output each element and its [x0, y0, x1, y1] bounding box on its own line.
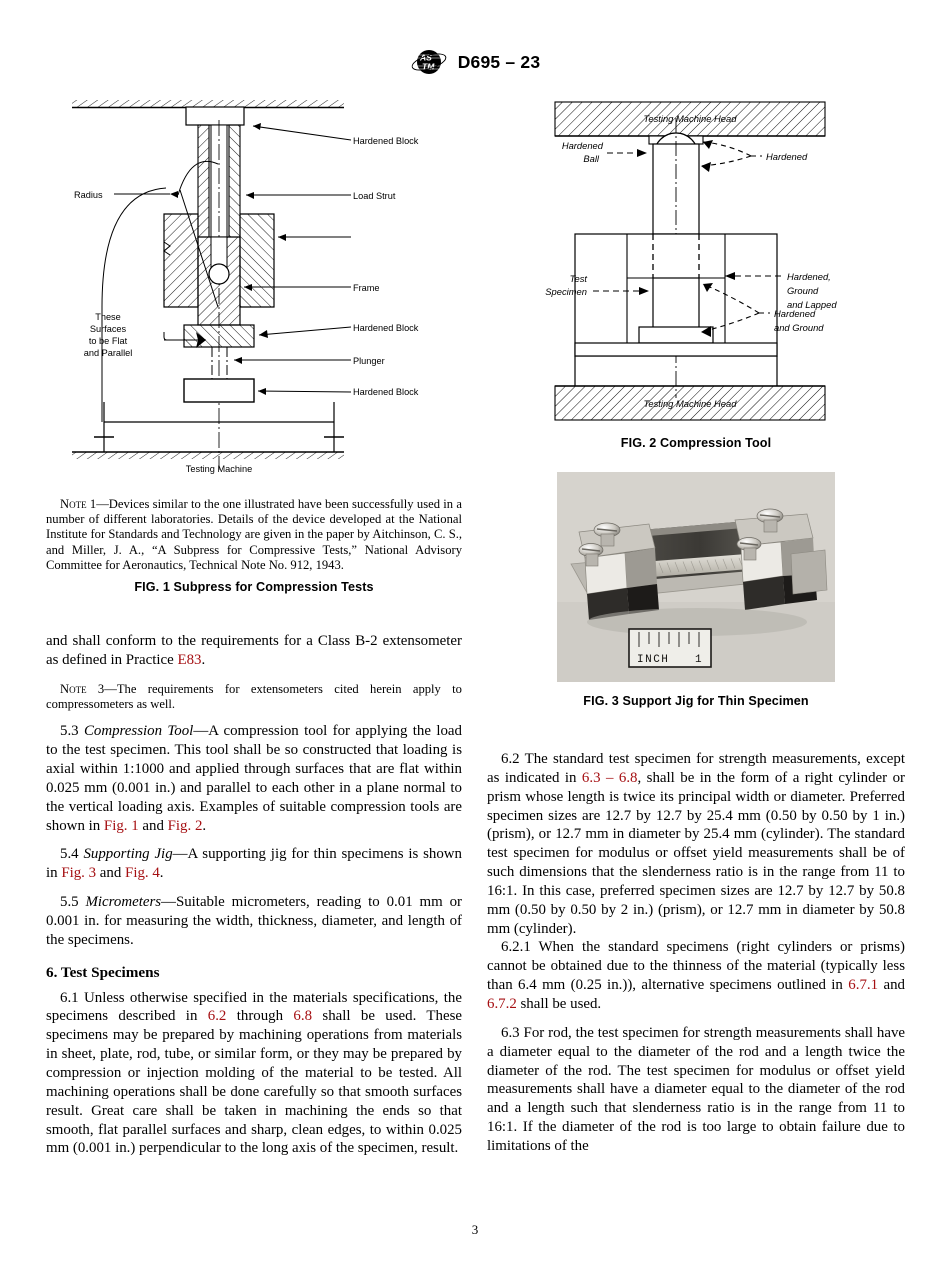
para-6-3-number: 6.3 [501, 1024, 524, 1041]
note-3 [46, 682, 462, 712]
figure-3-photo [557, 472, 835, 682]
fig2-label-hg-2: and Ground [774, 322, 824, 333]
astm-logo [410, 47, 448, 77]
figure-3-caption: FIG. 3 Support Jig for Thin Specimen [583, 694, 809, 708]
fig2-label-head-top: Testing Machine Head [643, 113, 737, 124]
para-5-3-text-3: . [202, 817, 207, 834]
fig1-label-frame: Frame [353, 283, 380, 293]
fig1-label-hardened-block-mid: Hardened Block [353, 323, 419, 333]
fig2-label-hardened-ball-2: Ball [583, 153, 599, 164]
para-5-4-title: Supporting Jig [83, 846, 173, 863]
para-6-1-text-1: Unless otherwise specified in the materials specifications, the specimens described in [46, 989, 462, 1025]
xref-6-3-6-8[interactable]: 6.3 – 6.8 [581, 769, 638, 786]
para-6-2-text-1: The standard test specimen for strength measurements, except as indicated in [487, 751, 905, 786]
note-1-number: 1— [86, 497, 109, 511]
para-5-4-text-3: . [159, 865, 164, 882]
para-6-2-1-text-1: When the standard specimens (right cylinders or prisms) cannot be obtained due to the thinness of the material (typically less than 6.4 mm (0.25 in.)), alternative specimens outlined in [487, 939, 905, 994]
fig2-label-hg-1b: Hardened [774, 308, 816, 319]
para-6-2-text-2: , shall be in the form of a right cylinder or prism whose length is twice its principal width or diameter. Preferred specimen sizes are 12.7 by 12.7 by 25.4 mm (0.50 by 0.50 by 1 in.) (prism), or 12.7 mm in diameter by 25.4 mm (cylinder). The standard test specimen for modulus or offset yield measurements shall be of such dimensions that the slenderness ratio is in the range from 11 to 16:1. In this case, preferred specimen sizes are 12.7 by 12.7 by 50.8 mm (0.50 by 0.50 by 2 in.) (prism), or 12.7 mm in diameter by 50.8 mm (cylinder). [487, 769, 905, 937]
fig2-label-test-specimen-2: Specimen [545, 286, 587, 297]
para-5-5-number: 5.5 [60, 894, 86, 911]
fig2-label-hgl-1: Hardened, [787, 271, 831, 282]
note-1-text: Devices similar to the one illustrated have been successfully used in a number of different laboratories. Details of the device developed at the National Institute for Standards and Technology are given in the paper by Aitchinson, C. S., and Miller, J. A., “A Subpress for Compressive Tests,” National Advisory Committee for Aeronautics, Technical Note No. 912, 1943. [46, 497, 462, 572]
para-5-4-number: 5.4 [60, 846, 84, 863]
svg-text:AS: AS [419, 52, 432, 63]
page-header [0, 47, 950, 77]
fig1-label-hardened-block-bottom: Hardened Block [353, 387, 419, 397]
para-5-5-title: Micrometers [85, 894, 162, 911]
fig1-label-flat-1: These [95, 312, 121, 322]
paragraph-6-1 [46, 989, 462, 1159]
svg-text:TM: TM [421, 61, 434, 72]
xref-fig-2[interactable]: Fig. 2 [167, 817, 203, 834]
page-number: 3 [471, 1222, 479, 1237]
fig3-scale-label: INCH [637, 654, 670, 666]
paragraph-5-5 [46, 893, 462, 950]
paragraph-5-4 [46, 845, 462, 883]
para-6-2-number: 6.2 [501, 751, 525, 767]
fig2-label-hardened-ball-1: Hardened [561, 140, 603, 151]
para-5-3-title: Compression Tool [83, 723, 194, 740]
para-5-4-text-2: and [96, 865, 126, 882]
para-6-2-1-text-2: and [878, 977, 905, 994]
fig1-label-hardened-block-top: Hardened Block [353, 136, 419, 146]
para-6-3-text-1: For rod, the test specimen for strength measurements shall have a diameter equal to the diameter of the rod and a length twice the diameter of the rod. The test specimen for modulus or offset yield measurements shall have a diameter equal to the diameter of the rod and a length such that slenderness ratio is in the range from 11 to 16:1. If the diameter of the rod is too large to obtain failure due to limitations of the [487, 1024, 905, 1154]
xref-6-8[interactable]: 6.8 [293, 1008, 313, 1025]
fig1-label-testing-machine: Testing Machine [185, 464, 253, 474]
xref-6-2[interactable]: 6.2 [207, 1008, 227, 1025]
document-designation: D695 – 23 [457, 51, 541, 72]
fig2-label-test-specimen-1: Test [569, 273, 587, 284]
section-6-heading: 6. Test Specimens [46, 963, 160, 981]
para-6-1-text-2: through [226, 1008, 294, 1025]
fig3-scale-mark: 1 [695, 654, 702, 666]
figure-3 [487, 472, 905, 708]
paragraph-continued [46, 632, 462, 670]
figure-1-drawing [46, 92, 462, 487]
note-1-label: Note [60, 497, 87, 511]
fig2-label-hgl-2: Ground [787, 285, 819, 296]
xref-6-7-2[interactable]: 6.7.2 [487, 995, 517, 1012]
xref-fig-1[interactable]: Fig. 1 [103, 817, 139, 834]
note-1 [46, 497, 462, 573]
figure-2-caption: FIG. 2 Compression Tool [620, 436, 772, 450]
left-column [46, 92, 462, 1158]
fig2-label-head-bottom: Testing Machine Head [643, 398, 737, 409]
para-5-3-text-2: and [138, 817, 168, 834]
xref-fig-3[interactable]: Fig. 3 [61, 865, 97, 882]
fig1-label-flat-2: Surfaces [89, 324, 127, 334]
para-5-3-text-1: —A compression tool for applying the load to the test specimen. This tool shall be so constructed that loading is axial within 1:1000 and applied through surfaces that are flat within 0.025 mm (0.001 in.) and parallel to each other in a plane normal to the vertical loading axis. Examples of suitable compression tools are shown in [46, 723, 462, 834]
figure-1-caption: FIG. 1 Subpress for Compression Tests [134, 580, 374, 595]
fig1-label-load-strut: Load Strut [353, 191, 396, 201]
paragraph-6-3 [487, 1024, 905, 1156]
para-6-1-number: 6.1 [60, 989, 84, 1006]
paragraph-6-2 [487, 750, 905, 938]
xref-e83[interactable]: E83 [177, 652, 202, 669]
xref-6-7-1[interactable]: 6.7.1 [848, 977, 879, 994]
fig1-label-flat-4: and Parallel [83, 348, 133, 358]
figure-2-drawing [487, 98, 905, 448]
para-cont-before: and shall conform to the requirements for a Class B-2 extensometer as defined in Practice [46, 633, 462, 669]
figure-2 [487, 98, 905, 450]
fig1-label-plunger: Plunger [353, 356, 385, 366]
para-5-4-text-1: —A supporting jig for thin specimens is shown in [46, 846, 462, 882]
para-6-2-1-number: 6.2.1 [501, 939, 539, 956]
note-3-label: Note [60, 681, 87, 696]
para-6-1-text-3: shall be used. These specimens may be prepared by machining operations from materials in sheet, plate, rod, tube, or similar form, or they may be prepared by compression or injection molding of the material to be tested. All machining operations shall be done carefully so that smooth surfaces result. Great care shall be taken in machining the ends so that smooth, flat parallel surfaces and sharp, clean edges, to within 0.025 mm (0.001 in.) perpendicular to the long axis of the specimen, result. [46, 1008, 462, 1157]
note-3-text: The requirements for extensometers cited herein apply to compressometers as well. [46, 681, 462, 712]
para-cont-after: . [201, 652, 206, 669]
fig2-label-hgl-3: and Lapped [787, 299, 837, 310]
fig1-label-flat-3: to be Flat [88, 336, 128, 346]
fig1-label-radius: Radius [74, 190, 103, 200]
paragraph-5-3 [46, 722, 462, 835]
note-3-number: 3— [86, 681, 117, 696]
xref-fig-4[interactable]: Fig. 4 [125, 865, 160, 882]
fig2-label-hardened: Hardened [766, 151, 808, 162]
right-column [487, 92, 905, 1156]
para-5-3-number: 5.3 [60, 723, 84, 740]
para-5-5-text-1: —Suitable micrometers, reading to 0.01 mm or 0.001 in. for measuring the width, thickness, diameter, and length of the specimens. [46, 894, 462, 948]
figure-1 [46, 92, 462, 487]
paragraph-6-2-1 [487, 938, 905, 1013]
para-6-2-1-text-3: shall be used. [516, 995, 602, 1012]
